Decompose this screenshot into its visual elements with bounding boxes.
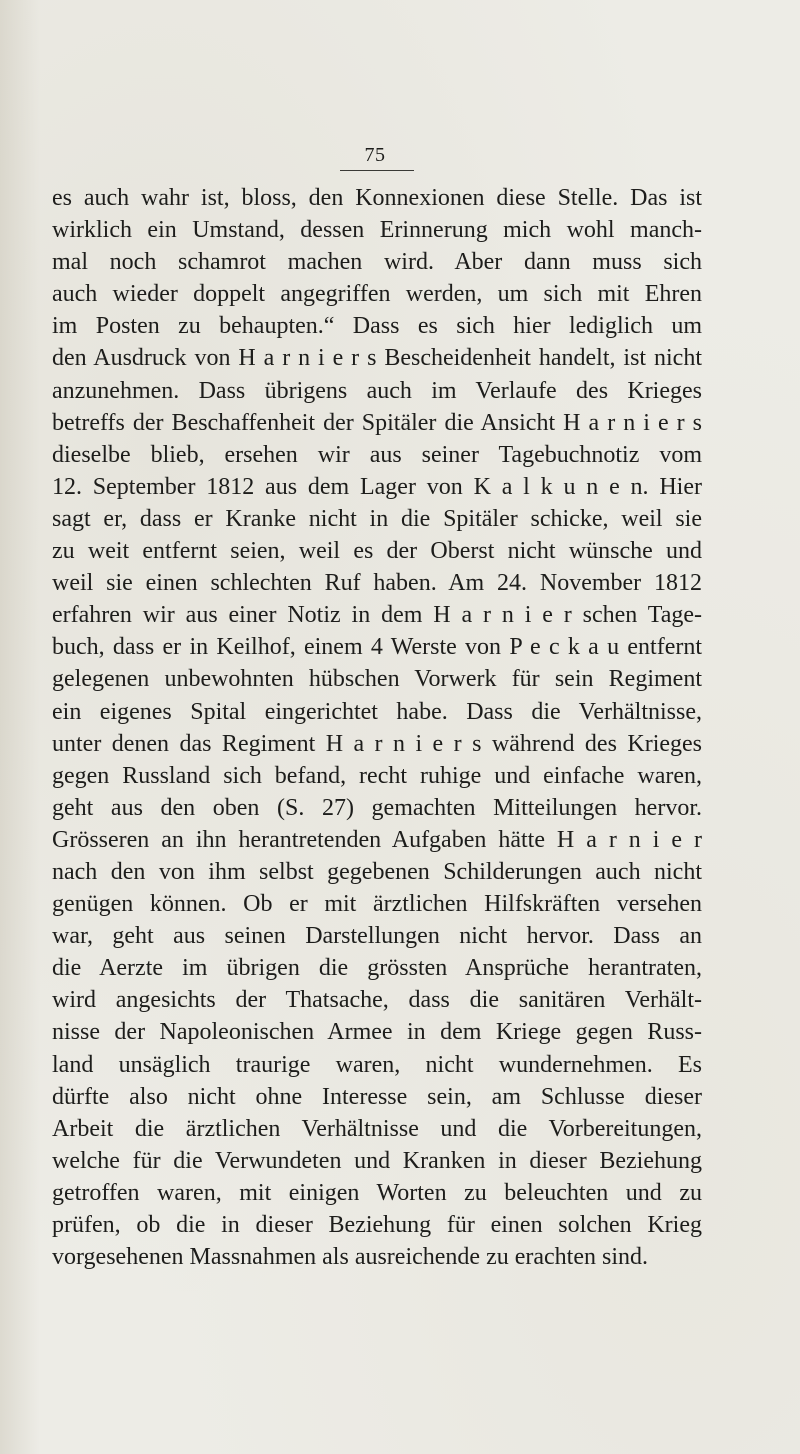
text-line: 12. September 1812 aus dem Lager von K a l k u n e n. Hier (52, 473, 702, 500)
text-line: vorgesehenen Massnahmen als ausreichende zu erachten sind. (52, 1244, 649, 1271)
text-line: wirklich ein Umstand, dessen Erinnerung mich wohl manch- (52, 217, 702, 244)
text-line: welche für die Verwundeten und Kranken in dieser Beziehung (52, 1147, 702, 1174)
text-line: es auch wahr ist, bloss, den Konnexionen diese Stelle. Das ist (52, 185, 702, 211)
text-line: war, geht aus seinen Darstellungen nicht hervor. Dass an (52, 923, 702, 950)
text-line: den Ausdruck von H a r n i e r s Bescheidenheit handelt, ist nicht (52, 345, 702, 372)
text-line: buch, dass er in Keilhof, einem 4 Werste von P e c k a u entfernt (52, 634, 702, 661)
text-line: land unsäglich traurige waren, nicht wundernehmen. Es (52, 1051, 702, 1078)
text-line: getroffen waren, mit einigen Worten zu beleuchten und zu (52, 1179, 702, 1206)
page-edge-shadow (0, 0, 40, 1454)
text-line: unter denen das Regiment H a r n i e r s während des Krieges (52, 730, 702, 757)
text-line: betreffs der Beschaffenheit der Spitäler die Ansicht H a r n i e r s (52, 409, 702, 436)
text-line: die Aerzte im übrigen die grössten Ansprüche herantraten, (52, 955, 702, 982)
text-line: dieselbe blieb, ersehen wir aus seiner Tagebuchnotiz vom (52, 441, 702, 468)
text-line: dürfte also nicht ohne Interesse sein, am Schlusse dieser (52, 1083, 702, 1110)
page-number-rule (340, 170, 414, 171)
text-line: Grösseren an ihn herantretenden Aufgaben hätte H a r n i e r (52, 826, 702, 853)
text-line: anzunehmen. Dass übrigens auch im Verlaufe des Krieges (52, 377, 702, 404)
text-line: geht aus den oben (S. 27) gemachten Mitteilungen hervor. (52, 794, 702, 821)
text-line: sagt er, dass er Kranke nicht in die Spitäler schicke, weil sie (52, 505, 702, 532)
text-line: auch wieder doppelt angegriffen werden, um sich mit Ehren (52, 281, 702, 308)
text-line: erfahren wir aus einer Notiz in dem H a r n i e r schen Tage- (52, 602, 702, 629)
text-line: gelegenen unbewohnten hübschen Vorwerk für sein Regiment (52, 666, 702, 693)
text-line: nach den von ihm selbst gegebenen Schilderungen auch nicht (52, 858, 702, 885)
body-text (52, 182, 702, 1273)
text-line: im Posten zu behaupten.“ Dass es sich hier lediglich um (52, 313, 702, 340)
text-line: zu weit entfernt seien, weil es der Oberst nicht wünsche und (52, 538, 702, 565)
text-line: wird angesichts der Thatsache, dass die sanitären Verhält- (52, 987, 702, 1014)
text-line: nisse der Napoleonischen Armee in dem Kriege gegen Russ- (52, 1019, 702, 1046)
text-line: mal noch schamrot machen wird. Aber dann muss sich (52, 249, 702, 276)
text-line: genügen können. Ob er mit ärztlichen Hilfskräften versehen (52, 891, 702, 918)
page-number: 75 (364, 144, 386, 166)
text-line: weil sie einen schlechten Ruf haben. Am 24. November 1812 (52, 570, 702, 597)
text-line: ein eigenes Spital eingerichtet habe. Dass die Verhältnisse, (52, 698, 702, 725)
text-line: prüfen, ob die in dieser Beziehung für einen solchen Krieg (52, 1212, 702, 1238)
text-line: Arbeit die ärztlichen Verhältnisse und die Vorbereitungen, (52, 1115, 702, 1142)
text-line: gegen Russland sich befand, recht ruhige und einfache waren, (52, 762, 702, 789)
